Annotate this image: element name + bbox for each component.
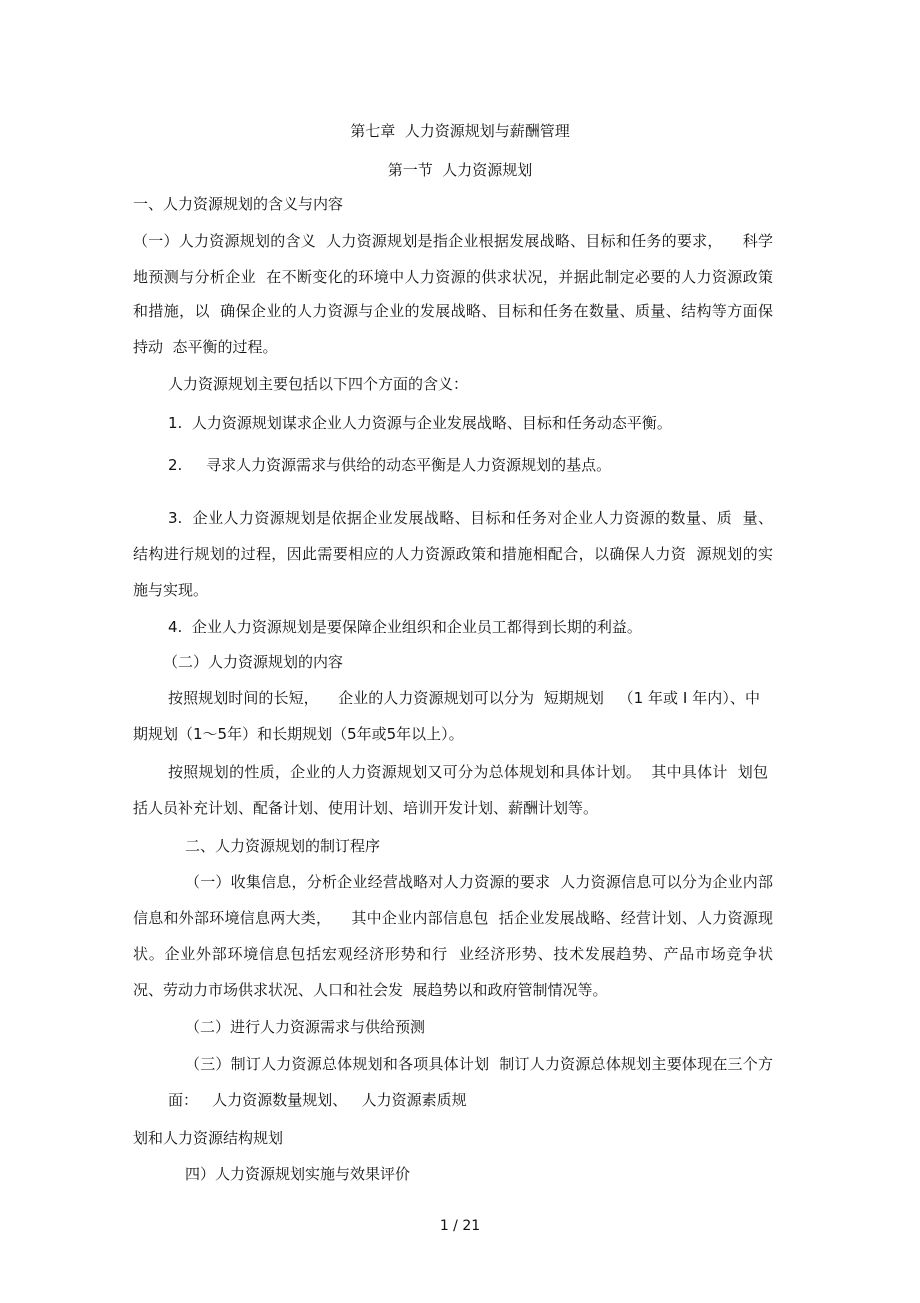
paragraph-line: 按照规划时间的长短， 企业的人力资源规划可以分为 短期规划 （1 年或 I 年内）、中 bbox=[168, 689, 760, 707]
list-item-1: 1. 人力资源规划谋求企业人力资源与企业发展战略、目标和任务动态平衡。 bbox=[168, 414, 672, 432]
paragraph-line: 期规划（1～5年）和长期规划（5年或5年以上）。 bbox=[133, 725, 464, 743]
heading-meaning-content: 一、人力资源规划的含义与内容 bbox=[133, 195, 344, 213]
chapter-title: 第七章 人力资源规划与薪酬管理 bbox=[350, 122, 570, 140]
paragraph-line: 按照规划的性质，企业的人力资源规划又可分为总体规划和具体计划。 其中具体计 划包 bbox=[168, 763, 768, 781]
paragraph-line: （三）制订人力资源总体规划和各项具体计划 制订人力资源总体规划主要体现在三个方 bbox=[185, 1055, 773, 1073]
paragraph-line: 划和人力资源结构规划 bbox=[133, 1129, 284, 1147]
heading-forecast: （二）进行人力资源需求与供给预测 bbox=[185, 1018, 426, 1036]
list-item-3-line: 3. 企业人力资源规划是依据企业发展战略、目标和任务对企业人力资源的数量、质 量、 bbox=[168, 509, 773, 527]
page-number: 1 / 21 bbox=[439, 1218, 481, 1234]
paragraph-line: 状。企业外部环境信息包括宏观经济形势和行 业经济形势、技术发展趋势、产品市场竞争状 bbox=[133, 945, 773, 963]
paragraph-line: （一）人力资源规划的含义 人力资源规划是指企业根据发展战略、目标和任务的要求， 科学 bbox=[133, 232, 773, 250]
paragraph-line: 和措施，以 确保企业的人力资源与企业的发展战略、目标和任务在数量、质量、结构等方面保 bbox=[133, 302, 773, 320]
paragraph-line: 地预测与分析企业 在不断变化的环境中人力资源的供求状况，并据此制定必要的人力资源政策 bbox=[133, 268, 773, 286]
paragraph-line: 括人员补充计划、配备计划、使用计划、培训开发计划、薪酬计划等。 bbox=[133, 799, 599, 817]
paragraph-intro: 人力资源规划主要包括以下四个方面的含义： bbox=[168, 375, 469, 393]
list-item-2: 2. 寻求人力资源需求与供给的动态平衡是人力资源规划的基点。 bbox=[168, 456, 612, 474]
list-item-3-line: 结构进行规划的过程，因此需要相应的人力资源政策和措施相配合，以确保人力资 源规划的实 bbox=[133, 545, 773, 563]
list-item-3-line: 施与实现。 bbox=[133, 581, 209, 599]
paragraph-line: 面： 人力资源数量规划、 人力资源素质规 bbox=[168, 1091, 467, 1109]
heading-plan-content: （二）人力资源规划的内容 bbox=[163, 653, 344, 671]
heading-procedure: 二、人力资源规划的制订程序 bbox=[185, 837, 381, 855]
paragraph-line: 信息和外部环境信息两大类， 其中企业内部信息包 括企业发展战略、经营计划、人力资源现 bbox=[133, 909, 773, 927]
paragraph-line: （一）收集信息，分析企业经营战略对人力资源的要求 人力资源信息可以分为企业内部 bbox=[185, 873, 773, 891]
section-title: 第一节 人力资源规划 bbox=[387, 161, 533, 179]
heading-implementation: 四）人力资源规划实施与效果评价 bbox=[185, 1165, 411, 1183]
paragraph-line: 况、劳动力市场供求状况、人口和社会发 展趋势以和政府管制情况等。 bbox=[133, 981, 608, 999]
list-item-4: 4. 企业人力资源规划是要保障企业组织和企业员工都得到长期的利益。 bbox=[168, 618, 642, 636]
paragraph-line: 持动 态平衡的过程。 bbox=[133, 338, 278, 356]
